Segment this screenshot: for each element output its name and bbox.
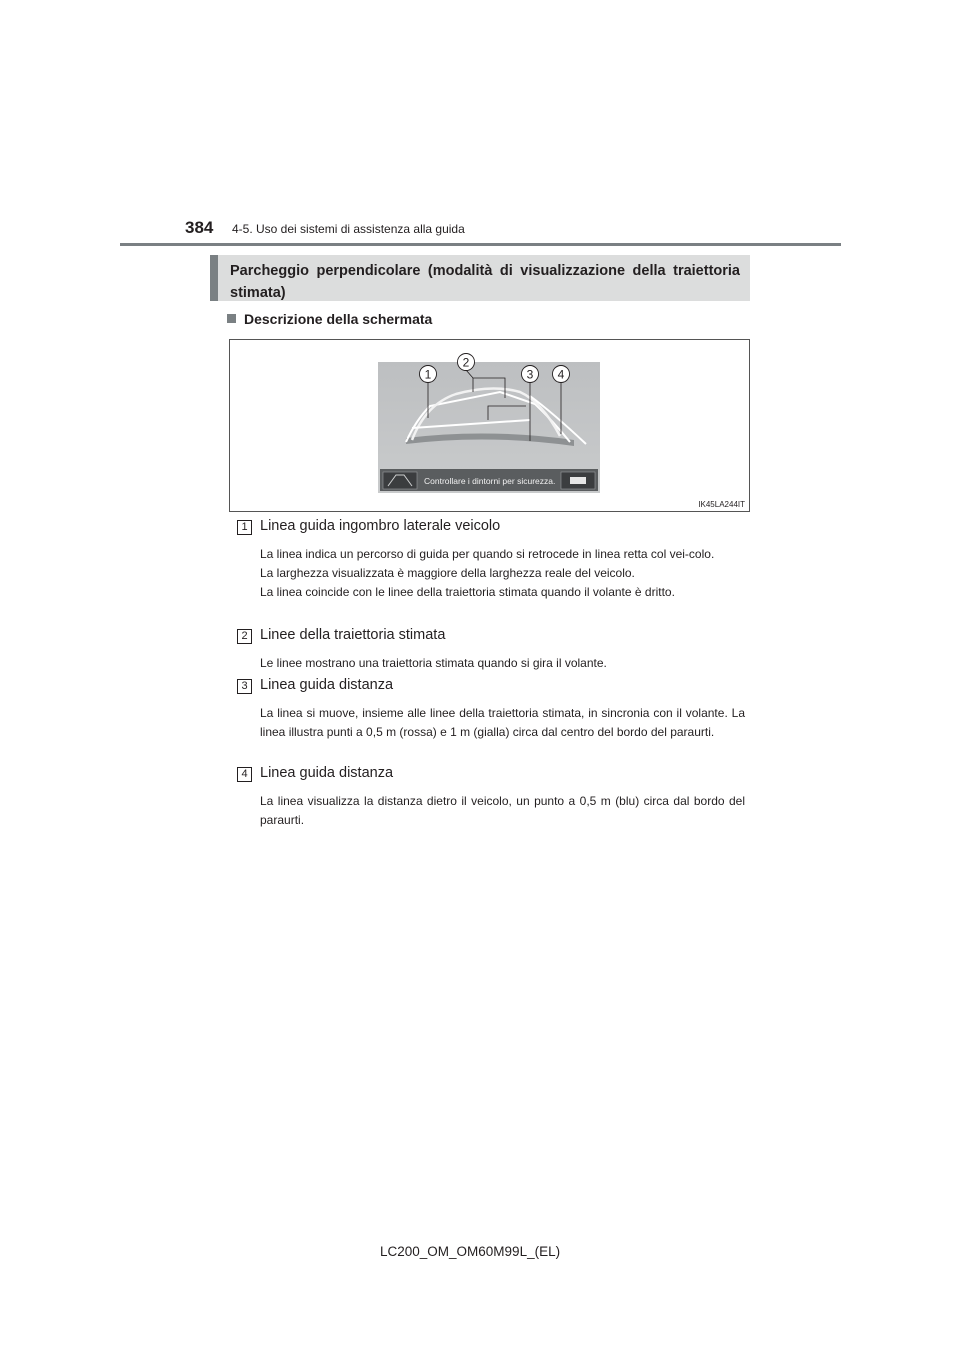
item-description xyxy=(260,654,745,673)
item-paragraph: La linea coincide con le linee della traiettoria stimata quando il volante è dritto. xyxy=(260,585,675,600)
item-number-badge: 4 xyxy=(237,767,252,782)
item-title: Linee della traiettoria stimata xyxy=(260,627,446,643)
item-title: Linea guida distanza xyxy=(260,677,394,693)
header-rule xyxy=(120,243,841,246)
page-number: 384 xyxy=(185,218,214,237)
callout-label-2: 2 xyxy=(462,355,470,370)
item-description xyxy=(260,704,745,742)
rear-view-screen-diagram xyxy=(230,340,751,513)
figure-code: IK45LA244IT xyxy=(698,500,745,509)
subsection-title: Descrizione della schermata xyxy=(244,311,433,327)
callout-label-3: 3 xyxy=(526,367,534,382)
item-description xyxy=(260,792,745,830)
footer-document-code: LC200_OM_OM60M99L_(EL) xyxy=(380,1244,561,1259)
item-title: Linea guida ingombro laterale veicolo xyxy=(260,518,501,534)
item-number-badge: 2 xyxy=(237,629,252,644)
section-heading: Parcheggio perpendicolare (modalità di visualizzazione della traiettoria stimata) xyxy=(210,255,750,301)
figure-screen-illustration xyxy=(229,339,750,512)
item-description xyxy=(260,545,745,603)
camera-switch-icon-mark xyxy=(570,477,586,484)
item-paragraph: La linea visualizza la distanza dietro il veicolo, un punto a 0,5 m (blu) circa dal bordo del paraurti. xyxy=(260,794,745,828)
screen-message: Controllare i dintorni per sicurezza. xyxy=(424,476,556,486)
item-paragraph: La linea indica un percorso di guida per quando si retrocede in linea retta col vei-colo. xyxy=(260,547,715,561)
callout-label-1: 1 xyxy=(424,367,432,382)
item-number-badge: 3 xyxy=(237,679,252,694)
subsection-heading xyxy=(227,311,432,327)
callout-label-4: 4 xyxy=(557,367,565,382)
item-title: Linea guida distanza xyxy=(260,765,394,781)
item-paragraph: La larghezza visualizzata è maggiore della larghezza reale del veicolo. xyxy=(260,566,635,581)
square-bullet-icon xyxy=(227,314,236,323)
item-paragraph: La linea si muove, insieme alle linee della traiettoria stimata, in sincronia con il volante. La linea illustra punti a 0,5 m (rossa) e 1 m (gialla) circa dal centro del bordo del paraurti. xyxy=(260,706,745,740)
running-head: 4-5. Uso dei sistemi di assistenza alla guida xyxy=(232,222,465,236)
item-paragraph: Le linee mostrano una traiettoria stimata quando si gira il volante. xyxy=(260,656,607,670)
item-number-badge: 1 xyxy=(237,520,252,535)
